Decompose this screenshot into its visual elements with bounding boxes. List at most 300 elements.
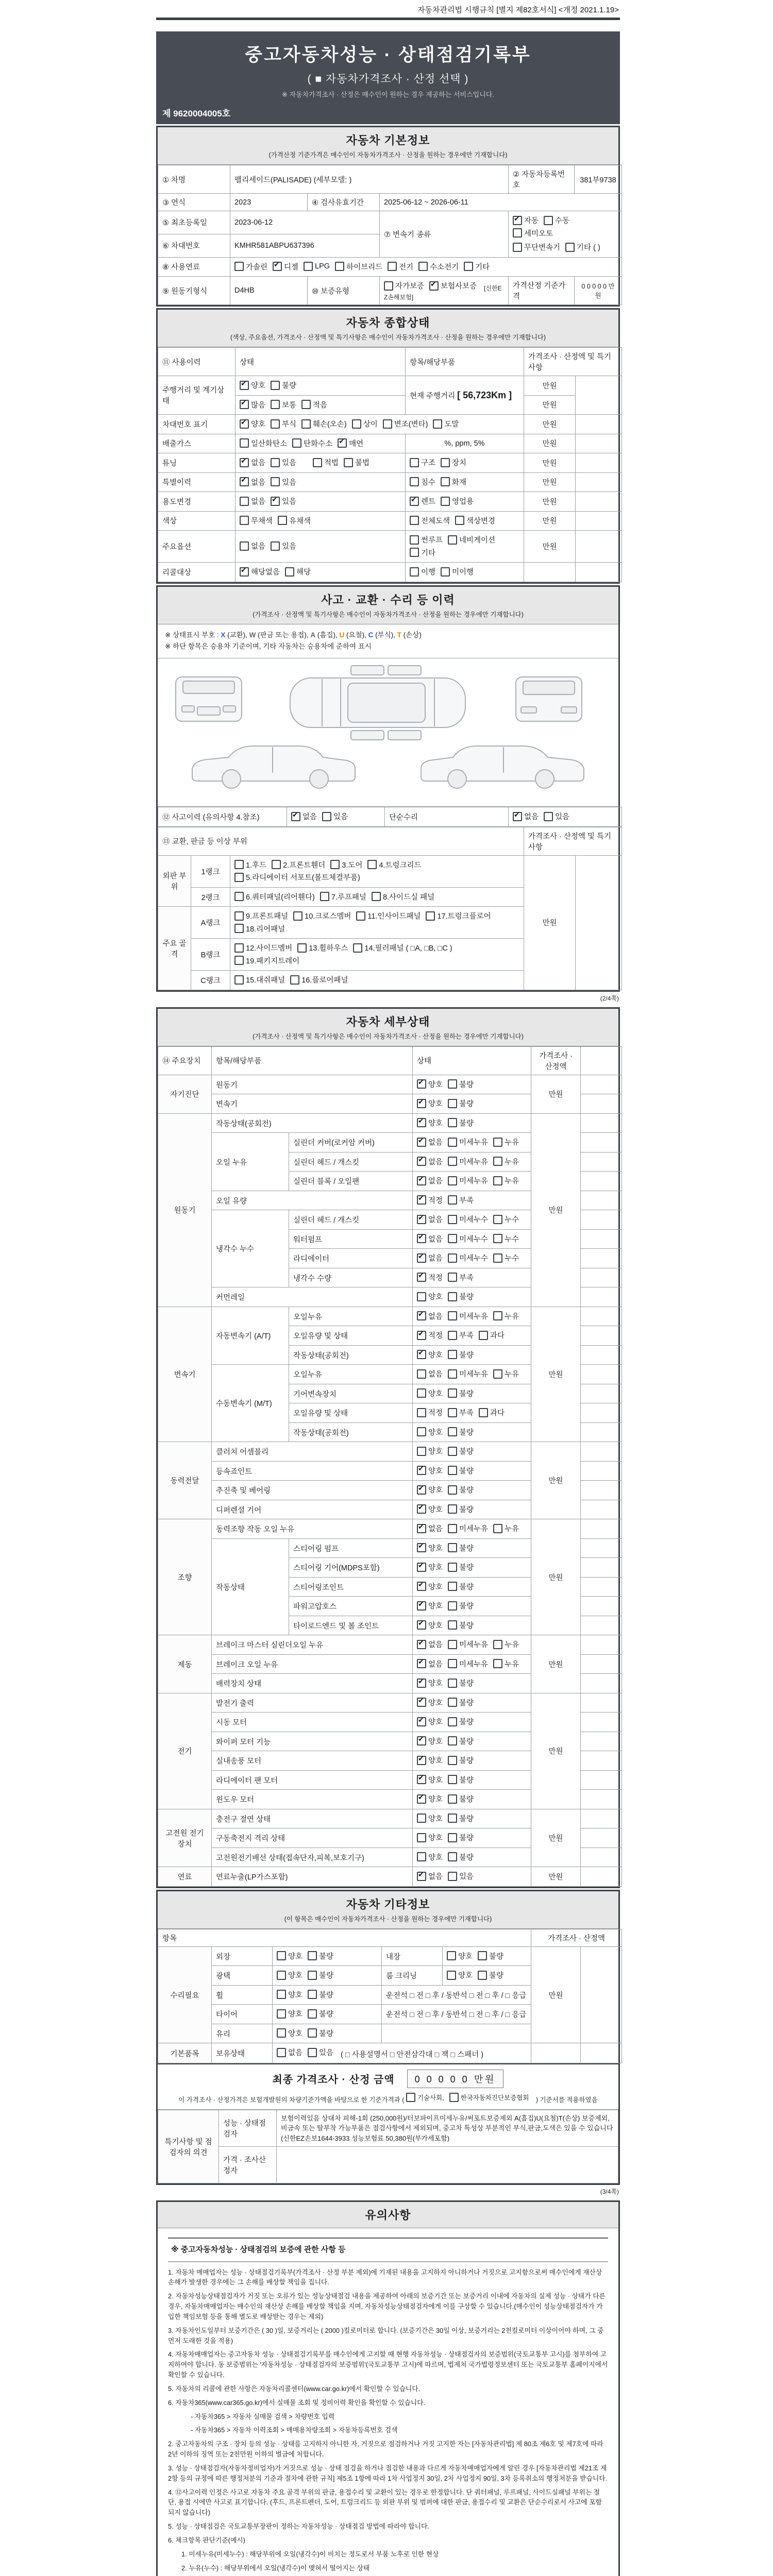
note-cell [581,1848,622,1867]
overall-state-subtitle: (색상, 주요옵션, 가격조사 · 산정액 및 특기사항은 매수인이 자동차가격조사 · 산정을 원하는 경우에만 기재합니다) [230,334,546,341]
checkbox-label: 적정 [428,1409,443,1418]
checkbox-불량[interactable] [448,1774,474,1785]
checkbox-7.루프패널[interactable] [320,891,366,902]
checkbox-없음[interactable] [513,811,539,822]
checkbox-box [513,243,522,252]
checkbox-누유[interactable] [493,1523,519,1534]
checkbox-양호[interactable] [417,1388,443,1399]
checkbox-디젤[interactable] [273,261,298,272]
checkbox-box [417,1176,426,1185]
checkbox-box [417,1794,426,1804]
checkbox-box [417,1620,426,1630]
accident-legend [158,624,618,659]
checkbox-한국자동차진단보증협회[interactable] [449,2093,529,2102]
checkbox-불량[interactable] [308,1989,333,2000]
state-options [413,1790,531,1809]
checkbox-label: 2.프론트휀더 [283,861,326,870]
checkbox-불량[interactable] [448,1755,474,1766]
checkbox-box [291,812,300,821]
checkbox-label: 썬루프 [421,536,443,545]
checkbox-보통[interactable] [271,399,296,410]
checkbox-수소전기[interactable] [418,261,459,272]
checkbox-label: 전기 [399,263,414,272]
checkbox-box [301,400,311,409]
state-options [413,1867,531,1887]
car-name-value: 팰리세이드(PALISADE) (세부모델: ) [230,165,509,194]
checkbox-일산화탄소[interactable] [240,438,287,449]
checkbox-box [448,1872,457,1881]
checkbox-box [344,458,353,467]
checkbox-box [278,516,287,525]
checkbox-부식[interactable] [271,418,296,429]
checkbox-기술사회,[interactable] [406,2093,444,2102]
checkbox-label: 없음 [251,543,266,551]
checkbox-label: 양호 [428,1815,443,1823]
checkbox-양호[interactable] [417,1793,443,1804]
checkbox-양호[interactable] [417,1620,443,1631]
checkbox-5.라디에이터 서포트(볼트체결부품)[interactable] [234,872,360,883]
checkbox-label: 유채색 [289,517,311,526]
checkbox-과다[interactable] [479,1330,505,1341]
checkbox-불량[interactable] [448,1581,474,1592]
notice-item: 5. 성능 · 상태점검은 국토교통부장관이 정하는 자동차성능 · 상태점검 방법에 따라야 합니다. [168,2522,429,2531]
checkbox-box [272,860,281,869]
checkbox-label: 구조 [421,459,436,467]
checkbox-기타 ( )[interactable] [565,242,600,252]
checkbox-양호[interactable] [417,1813,443,1824]
checkbox-없음[interactable] [417,1233,443,1244]
checkbox-없음[interactable] [417,1658,443,1669]
checkbox-누유[interactable] [493,1175,519,1186]
checkbox-불량[interactable] [448,1736,474,1747]
checkbox-적음[interactable] [301,399,327,410]
checkbox-있음[interactable] [271,477,296,487]
checkbox-많음[interactable] [240,399,265,410]
note-cell [581,1094,622,1114]
checkbox-누유[interactable] [493,1311,519,1321]
checkbox-양호[interactable] [417,1755,443,1766]
checkbox-없음[interactable] [240,540,265,551]
checkbox-누유[interactable] [493,1137,519,1147]
note-cell [581,1558,622,1578]
checkbox-없음[interactable] [417,1311,443,1321]
accident-subtitle: (가격조사 · 산정액 및 특기사항은 매수인이 자동차가격조사 · 산정을 원하는 경우에만 기재합니다) [253,611,524,618]
vehicle-diagram-svg [161,663,615,799]
etc-empty [382,2024,531,2043]
checkbox-불량[interactable] [448,1600,474,1611]
checkbox-침수[interactable] [410,477,435,487]
checkbox-label: 불량 [459,1448,474,1456]
checkbox-장치[interactable] [441,457,466,468]
checkbox-양호[interactable] [417,1581,443,1592]
item-cell: 디퍼렌셜 기어 [212,1500,413,1519]
checkbox-없음[interactable] [417,1368,443,1379]
checkbox-양호[interactable] [447,1951,473,1961]
checkbox-양호[interactable] [240,418,265,429]
checkbox-불량[interactable] [448,1852,474,1862]
checkbox-미세누유[interactable] [448,1523,488,1534]
checkbox-불량[interactable] [448,1677,474,1688]
checkbox-box [448,1138,457,1147]
checkbox-label: 양호 [428,1119,443,1128]
checkbox-양호[interactable] [417,1832,443,1843]
checkbox-9.프론트패널[interactable] [234,910,288,921]
checkbox-기타[interactable] [464,261,490,272]
note-cell [581,1210,622,1230]
checkbox-양호[interactable] [417,1774,443,1785]
checkbox-불량[interactable] [448,1716,474,1727]
checkbox-네비게이션[interactable] [448,534,495,545]
checkbox-이행[interactable] [410,566,435,577]
checkbox-없음[interactable] [417,1252,443,1263]
row-label: 튜닝 [158,453,236,473]
checkbox-기타[interactable] [410,547,435,558]
checkbox-전체도색[interactable] [410,515,450,526]
amount-cell: 만원 [531,1307,581,1442]
checkbox-불량[interactable] [448,1697,474,1708]
hold-state-options [273,2043,531,2063]
checkbox-양호[interactable] [277,1951,303,1961]
state-options [413,1094,531,1114]
checkbox-불량[interactable] [448,1484,474,1495]
checkbox-있음[interactable] [448,1871,474,1882]
checkbox-18.리어패널[interactable] [234,923,285,934]
checkbox-box [297,943,307,953]
checkbox-box [417,1369,426,1379]
checkbox-누수[interactable] [493,1233,519,1244]
checkbox-8.사이드실 패널[interactable] [372,891,434,902]
checkbox-label: 있음 [333,813,348,822]
checkbox-없음[interactable] [277,2047,303,2058]
checkbox-label: 불량 [459,1389,474,1398]
checkbox-색상변경[interactable] [455,515,495,526]
checkbox-부족[interactable] [448,1330,474,1341]
checkbox-있음[interactable] [308,2047,333,2058]
checkbox-양호[interactable] [240,380,265,391]
checkbox-도말[interactable] [433,418,459,429]
checkbox-4.트렁크리드[interactable] [367,859,421,870]
checkbox-없음[interactable] [417,1137,443,1147]
etc-seat-detail: 운전석 □ 전 □ 후 / 동반석 □ 전 □ 후 / □ 응급 [382,2005,531,2024]
checkbox-미세누유[interactable] [448,1368,488,1379]
notice-item: 3. 성능 · 상태점검자(자동차정비업자)가 거짓으로 성능 · 상태 점검을 하거나 점검한 내용과 다르게 자동차매매업자에게 알린 경우 [자동차관리법 제21조 제2항 등의 규정에 따른 행정처분의 기준과 절차에 관한 규칙] 제5조 1항에 따라 1차 사업정지 30일, 2차 사업정지 90일, 3차 등록취소의 행정처분을 받습니다. [168,2464,608,2482]
checkbox-양호[interactable] [417,1446,443,1456]
checkbox-양호[interactable] [447,1970,473,1980]
reg-no-value: 381부9738 [575,165,622,194]
checkbox-box [271,497,280,506]
checkbox-양호[interactable] [417,1697,443,1708]
checkbox-3.도어[interactable] [330,859,362,870]
checkbox-과다[interactable] [479,1407,505,1418]
checkbox-box [308,2028,317,2038]
checkbox-자동[interactable] [513,215,539,226]
checkbox-불량[interactable] [448,1543,474,1553]
checkbox-미세누수[interactable] [448,1214,488,1225]
checkbox-box [448,1388,457,1398]
checkbox-box [234,892,244,901]
checkbox-누수[interactable] [493,1214,519,1225]
checkbox-없음[interactable] [417,1214,443,1225]
checkbox-양호[interactable] [417,1291,443,1302]
repair-needed-group: 수리필요 [158,1946,212,2043]
accident-history-box [156,585,620,992]
warranty-type-label: ⑩ 보증유형 [308,277,380,305]
etc-title: 자동차 기타정보 [346,1897,430,1911]
checkbox-있음[interactable] [271,496,296,506]
checkbox-보험사보증[interactable] [429,280,477,291]
checkbox-없음[interactable] [417,1523,443,1534]
note-cell [581,1365,622,1384]
checkbox-box [417,1447,426,1456]
checkbox-있음[interactable] [271,540,296,551]
note-cell [581,1249,622,1268]
checkbox-부족[interactable] [448,1407,474,1418]
checkbox-box [308,2048,317,2057]
sub-item-cell: 실린더 헤드 / 개스킷 [289,1210,413,1230]
checkbox-불량[interactable] [308,1951,333,1961]
checkbox-양호[interactable] [417,1098,443,1109]
note-cell [581,1867,622,1887]
checkbox-box [417,1157,426,1166]
note-cell [576,434,622,453]
checkbox-없음[interactable] [417,1871,443,1882]
checkbox-양호[interactable] [277,1989,303,2000]
checkbox-불량[interactable] [448,1349,474,1360]
checkbox-label: 과다 [490,1332,505,1341]
checkbox-10.크로스멤버[interactable] [293,910,351,921]
checkbox-box [417,1543,426,1552]
checkbox-미세누유[interactable] [448,1311,488,1321]
checkbox-15.대쉬패널[interactable] [234,974,285,985]
checkbox-box [448,1504,457,1514]
checkbox-렌트[interactable] [410,496,435,506]
detail-subtitle: (가격조사 · 산정액 및 특기사항은 매수인이 자동차가격조사 · 산정을 원하는 경우에만 기재합니다) [253,1032,524,1040]
checkbox-양호[interactable] [417,1349,443,1360]
checkbox-자가보증[interactable] [384,280,424,291]
checkbox-box [448,1640,457,1649]
checkbox-적정[interactable] [417,1272,443,1283]
note-cell [581,1172,622,1191]
checkbox-적정[interactable] [417,1407,443,1418]
checkbox-미세누유[interactable] [448,1137,488,1147]
checkbox-적법[interactable] [313,457,339,468]
checkbox-box [417,1099,426,1108]
notice-item: 4. ⑫사고이력 인정은 사고로 자동차 주요 골격 부위의 판금, 용접수리 및 교환이 있는 경우로 한정합니다. 단 쿼터패널, 루프패널, 사이드실패널 부위는 절단, 용접 시에만 사고로 표기합니다. (후드, 프론트펜더, 도어, 트렁크리드 등 외판 부위 및 범퍼에 대한 판금, 용접수리 및 교환은 단순수리로서 사고에 포함되지 않습니다) [168,2488,602,2517]
device-group-조향: 조향 [158,1519,212,1635]
checkbox-가솔린[interactable] [234,261,267,272]
checkbox-양호[interactable] [277,2028,303,2039]
checkbox-전기[interactable] [388,261,413,272]
checkbox-변조(변타)[interactable] [383,418,428,429]
checkbox-LPG[interactable] [304,262,330,271]
state-code-legend: ※ 상태표시 부호 : X (교환), W (판금 또는 용접), A (흠집), U (요철), C (부식), T (손상) [165,631,422,639]
amount-cell: 만원 [531,1946,581,2043]
checkbox-세미오토[interactable] [513,228,553,239]
checkbox-미세누수[interactable] [448,1233,488,1244]
checkbox-양호[interactable] [417,1852,443,1862]
checkbox-상이[interactable] [352,418,378,429]
checkbox-11.인사이드패널[interactable] [356,910,421,921]
opinions [158,2110,618,2184]
checkbox-없음[interactable] [240,457,265,468]
checkbox-누수[interactable] [493,1252,519,1263]
checkbox-썬루프[interactable] [410,534,443,545]
checkbox-없음[interactable] [291,811,317,822]
overall-state-header [158,310,618,347]
checkbox-미세누유[interactable] [448,1175,488,1186]
checkbox-양호[interactable] [417,1562,443,1572]
checkbox-불량[interactable] [448,1620,474,1631]
checkbox-양호[interactable] [417,1484,443,1495]
checkbox-box [513,216,522,225]
checkbox-label: 이행 [421,568,436,577]
checkbox-불량[interactable] [448,1388,474,1399]
checkbox-매연[interactable] [338,438,363,449]
checkbox-2.프론트휀더[interactable] [272,859,325,870]
checkbox-불량[interactable] [478,1970,503,1980]
checkbox-양호[interactable] [417,1716,443,1727]
checkbox-부족[interactable] [448,1195,474,1206]
state-options [413,1519,531,1539]
checkbox-불량[interactable] [448,1079,474,1090]
checkbox-미세누유[interactable] [448,1639,488,1650]
checkbox-양호[interactable] [417,1427,443,1437]
checkbox-box [417,1756,426,1765]
checkbox-하이브리드[interactable] [335,261,382,272]
checkbox-label: 양호 [288,2010,303,2019]
checkbox-14.필러패널 ( □A, □B, □C )[interactable] [353,942,452,953]
row-label: 특별이력 [158,472,236,492]
checkbox-양호[interactable] [277,2008,303,2019]
checkbox-불량[interactable] [308,1970,333,1980]
checkbox-무단변속기[interactable] [513,242,560,252]
checkbox-1.후드[interactable] [234,859,266,870]
checkbox-label: 불량 [459,1757,474,1766]
checkbox-6.쿼터패널(리어휀다)[interactable] [234,891,315,902]
checkbox-구조[interactable] [410,457,435,468]
checkbox-양호[interactable] [417,1600,443,1611]
checkbox-누유[interactable] [493,1156,519,1167]
checkbox-불량[interactable] [271,380,296,391]
checkbox-누유[interactable] [493,1368,519,1379]
checkbox-있음[interactable] [322,811,348,822]
checkbox-label: 불량 [459,1428,474,1437]
checkbox-없음[interactable] [417,1639,443,1650]
checkbox-있음[interactable] [271,457,296,468]
checkbox-label: 디젤 [284,263,299,272]
checkbox-불량[interactable] [308,2028,333,2039]
checkbox-없음[interactable] [417,1175,443,1186]
checkbox-불량[interactable] [478,1951,503,1961]
diagram-side-view-right [421,746,584,781]
checkbox-양호[interactable] [417,1736,443,1747]
checkbox-불량[interactable] [448,1813,474,1824]
checkbox-있음[interactable] [544,811,569,822]
checkbox-양호[interactable] [417,1079,443,1090]
state-options [413,1229,531,1249]
checkbox-탄화수소[interactable] [292,438,332,449]
checkbox-해당[interactable] [285,566,311,577]
checkbox-box [493,1234,502,1243]
checkbox-box [448,1717,457,1726]
checkbox-box [544,216,553,225]
checkbox-무채색[interactable] [240,515,273,526]
checkbox-양호[interactable] [417,1465,443,1476]
checkbox-box [240,438,249,448]
state-options [413,1538,531,1558]
rank-items [230,855,524,887]
checkbox-없음[interactable] [240,496,265,506]
checkbox-양호[interactable] [417,1677,443,1688]
checkbox-box [320,892,329,901]
checkbox-미세누수[interactable] [448,1252,488,1263]
checkbox-13.휠하우스[interactable] [297,942,348,953]
checkbox-없음[interactable] [240,477,265,487]
checkbox-양호[interactable] [417,1504,443,1515]
checkbox-양호[interactable] [417,1117,443,1128]
checkbox-box [493,1311,502,1320]
checkbox-수동[interactable] [544,215,569,226]
checkbox-불량[interactable] [448,1446,474,1456]
note-cell [576,376,622,415]
checkbox-해당없음[interactable] [240,566,280,577]
checkbox-부족[interactable] [448,1272,474,1283]
checkbox-불량[interactable] [448,1427,474,1437]
amount-cell: 만원 [524,395,576,415]
checkbox-미세누유[interactable] [448,1658,488,1669]
checkbox-불량[interactable] [448,1291,474,1302]
checkbox-17.트렁크플로어[interactable] [426,910,491,921]
checkbox-유채색[interactable] [278,515,311,526]
checkbox-영업용[interactable] [441,496,474,506]
checkbox-불량[interactable] [448,1098,474,1109]
checkbox-적정[interactable] [417,1330,443,1341]
note-cell [576,855,622,990]
checkbox-양호[interactable] [417,1543,443,1553]
checkbox-box [335,262,344,271]
checkbox-적정[interactable] [417,1195,443,1206]
checkbox-미세누유[interactable] [448,1156,488,1167]
checkbox-16.플로어패널[interactable] [290,974,348,985]
sub-item-cell: 실린더 커버(로커암 커버) [289,1133,413,1153]
checkbox-불량[interactable] [448,1117,474,1128]
checkbox-box [441,497,450,506]
checkbox-19.패키지트레이[interactable] [234,955,299,966]
checkbox-불량[interactable] [448,1562,474,1572]
row-options [236,472,406,492]
checkbox-box [338,438,347,448]
checkbox-없음[interactable] [417,1156,443,1167]
checkbox-불량[interactable] [448,1504,474,1515]
checkbox-label: 양호 [458,1952,473,1961]
checkbox-누유[interactable] [493,1639,519,1650]
checkbox-불량[interactable] [448,1832,474,1843]
checkbox-불량[interactable] [308,2008,333,2019]
checkbox-12.사이드멤버[interactable] [234,942,292,953]
checkbox-불법[interactable] [344,457,369,468]
checkbox-미이행[interactable] [441,566,474,577]
checkbox-양호[interactable] [277,1970,303,1980]
checkbox-box [240,477,249,486]
checkbox-label: 없음 [428,1873,443,1882]
checkbox-불량[interactable] [448,1793,474,1804]
amount-cell: 만원 [524,511,576,531]
checkbox-label: 적정 [428,1196,443,1205]
checkbox-화재[interactable] [441,477,466,487]
checkbox-훼손(오손)[interactable] [301,418,347,429]
checkbox-불량[interactable] [448,1465,474,1476]
checkbox-누유[interactable] [493,1658,519,1669]
